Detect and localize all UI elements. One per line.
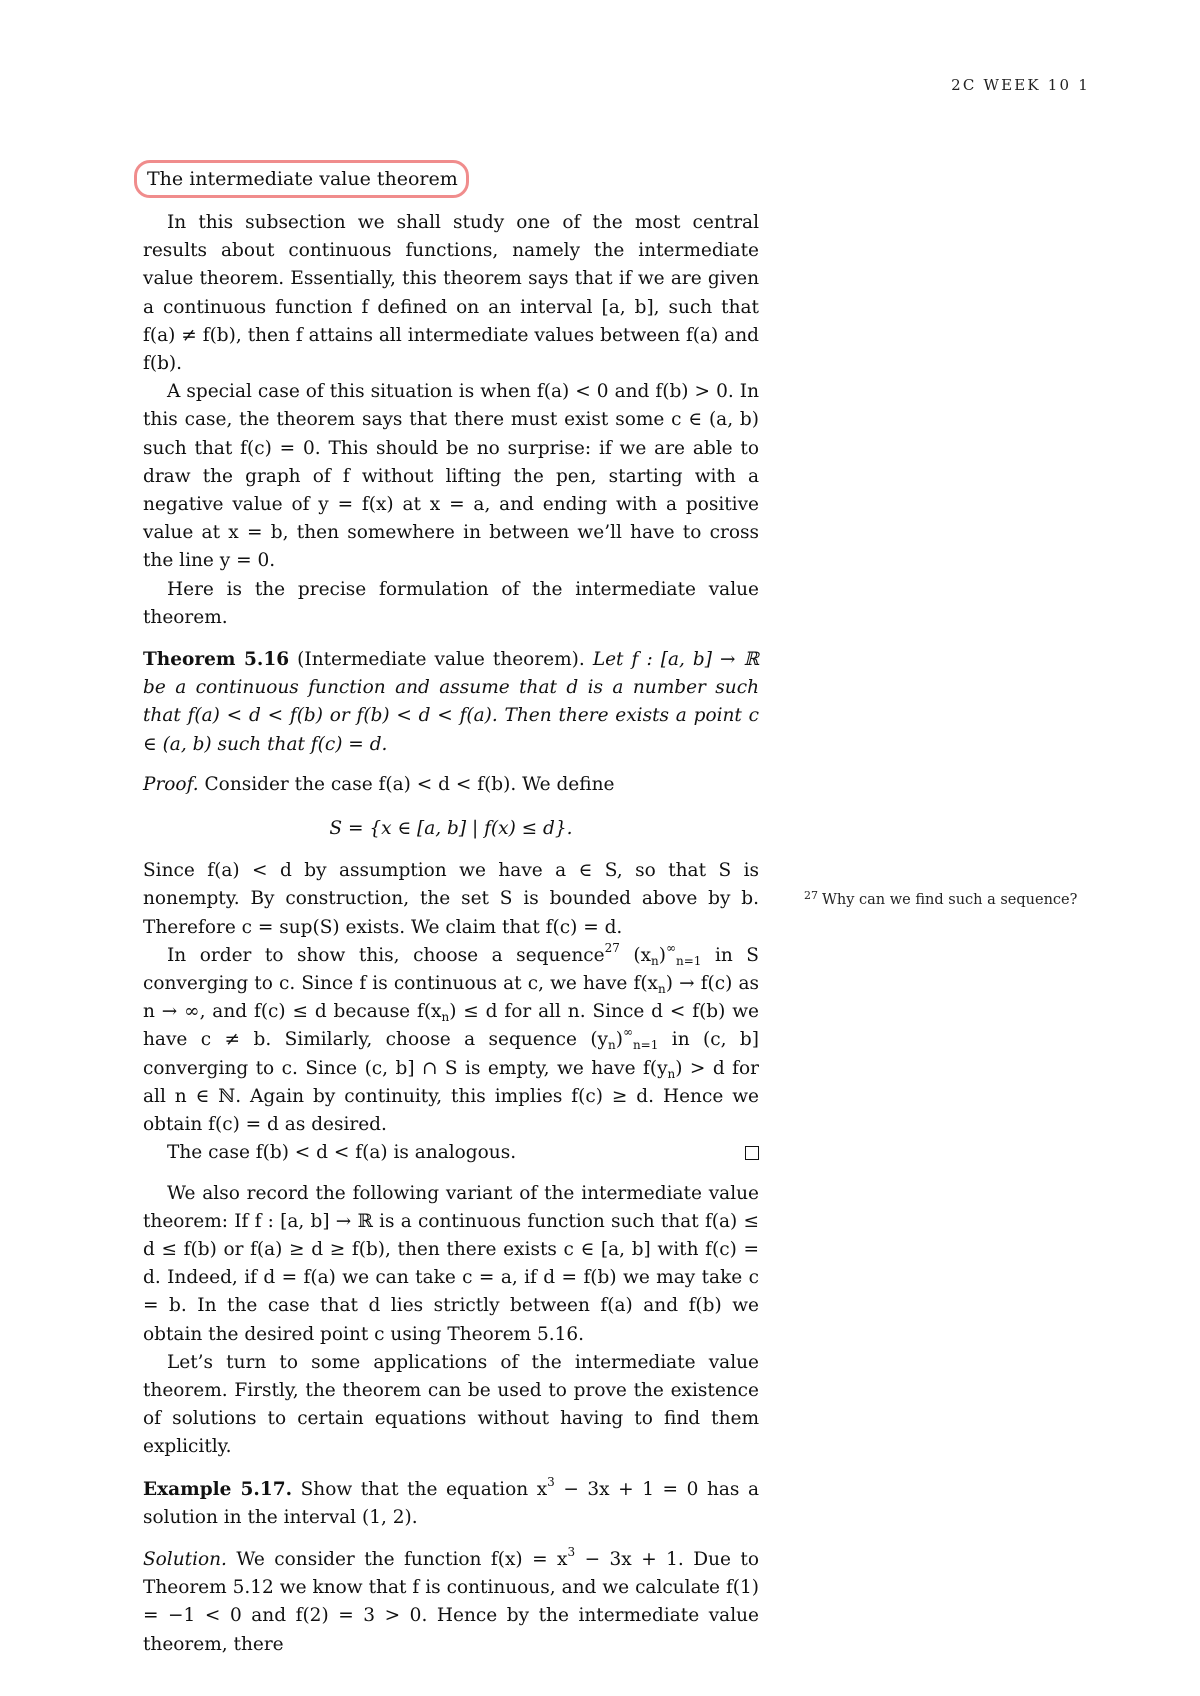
running-head: 2C WEEK 10 1 — [951, 76, 1090, 94]
sub-n-range: n=1 — [675, 953, 702, 968]
intro-paragraph-2: A special case of this situation is when f(a) < 0 and f(b) > 0. In this case, the theorem says that there must exist some c ∈ (a, b) such that f(c) = 0. This should be no surprise: if we are able to draw the graph of f without lifting the pen, starting with a negative value of y = f(x) at x = a, and ending with a positive value at x = b, then somewhere in between we’ll have to cross the line y = 0. — [143, 381, 759, 572]
main-text-column — [143, 160, 759, 1659]
sidenote-number: 27 — [804, 889, 818, 902]
seq-x: (x — [619, 944, 652, 966]
proof-analogous — [143, 1139, 759, 1167]
solution-text-a: We consider the function f(x) = x — [226, 1548, 568, 1570]
proof-text-e: ) > d for all n ∈ ℕ. Again by continuity, this implies f(c) ≥ d. Hence we obtain f(c) = d as desired. — [143, 1057, 759, 1136]
display-equation-set-s: S = {x ∈ [a, b] | f(x) ≤ d}. — [329, 818, 573, 840]
footnote-mark[interactable]: 27 — [604, 940, 620, 955]
sub-n: n — [441, 1010, 450, 1025]
proof-seq-text: In order to show this, choose a sequence — [167, 944, 605, 966]
intro-paragraph-1: In this subsection we shall study one of the most central results about continuous functions, namely the intermediate value theorem. Essentially, this theorem says that if we are given a continuous function f defined on an interval [a, b], such that f(a) ≠ f(b), then f attains all intermediate values between f(a) and f(b). — [143, 212, 759, 375]
theorem-5-16 — [143, 646, 759, 759]
solution-text-b: − 3x + 1. Due to Theorem 5.12 we know that f is continuous, and we calculate f(1) = −1 < 0 and f(2) = 3 > 0. Hence by the intermediate value theorem, there — [143, 1548, 759, 1655]
theorem-statement: Let f : [a, b] → ℝ be a continuous function and assume that d is a number such that f(a) < d < f(b) or f(b) < d < f(a). Then there exists a point c ∈ (a, b) such that f(c) = d. — [143, 649, 759, 755]
sidenote-text: Why can we find such a sequence? — [822, 892, 1078, 908]
example-label: Example 5.17. — [143, 1478, 293, 1500]
proof-paragraph-1: Since f(a) < d by assumption we have a ∈ S, so that S is nonempty. By construction, the set S is bounded above by b. Therefore c = sup(S) exists. We claim that f(c) = d. — [143, 860, 759, 938]
theorem-label: Theorem 5.16 — [143, 649, 290, 671]
example-exponent: 3 — [547, 1474, 555, 1489]
sub-n-range: n=1 — [632, 1038, 659, 1053]
solution-head: Solution. — [143, 1548, 227, 1570]
section-title: The intermediate value theorem — [134, 160, 469, 198]
sub-n: n — [657, 982, 666, 997]
proof-intro — [143, 771, 759, 799]
proof-text-d: in (c, b] converging to c. Since (c, b] ∩ S is empty, we have f(y — [143, 1029, 759, 1079]
sidenote-27 — [804, 886, 1104, 910]
sup-infinity: ∞ — [622, 1025, 633, 1040]
sub-n: n — [667, 1066, 676, 1081]
sub-n: n — [608, 1038, 616, 1053]
proof-analogous-text: The case f(b) < d < f(a) is analogous. — [167, 1142, 517, 1164]
solution — [143, 1546, 759, 1659]
example-5-17 — [143, 1476, 759, 1532]
example-text-b: − 3x + 1 = 0 has a solution in the interval (1, 2). — [143, 1478, 759, 1528]
example-text-a: Show that the equation x — [292, 1478, 548, 1500]
proof-head: Proof. — [143, 773, 199, 795]
sub-n: n — [651, 953, 659, 968]
proof-text-c: ) ≤ d for all n. Since d < f(b) we have c ≠ b. Similarly, choose a sequence (y — [143, 1001, 760, 1051]
seq-y-close: ) — [615, 1029, 623, 1051]
proof-text-a: in S converging to c. Since f is continuous at c, we have f(x — [143, 944, 759, 995]
qed-square-icon — [745, 1146, 759, 1160]
theorem-name: (Intermediate value theorem). — [289, 649, 593, 671]
sup-infinity: ∞ — [665, 940, 676, 955]
proof-paragraph-2 — [143, 942, 759, 1139]
seq-x-close: ) — [658, 944, 666, 966]
proof-text-b: ) → f(c) as n → ∞, and f(c) ≤ d because f(x — [143, 973, 759, 1023]
proof-intro-text: Consider the case f(a) < d < f(b). We define — [198, 773, 615, 795]
variant-paragraph-1: We also record the following variant of the intermediate value theorem: If f : [a, b] → ℝ is a continuous function such that f(a) ≤ d ≤ f(b) or f(a) ≥ d ≥ f(b), then there exists c ∈ [a, b] with f(c) = d. Indeed, if d = f(a) we can take c = a, if d = f(b) we may take c = b. In the case that d lies strictly between f(a) and f(b) we obtain the desired point c using Theorem 5.16. — [143, 1182, 759, 1345]
intro-paragraph-3: Here is the precise formulation of the intermediate value theorem. — [143, 578, 759, 628]
variant-paragraph-2: Let’s turn to some applications of the intermediate value theorem. Firstly, the theorem can be used to prove the existence of solutions to certain equations without having to find them explicitly. — [143, 1351, 759, 1458]
solution-exponent: 3 — [567, 1544, 576, 1559]
